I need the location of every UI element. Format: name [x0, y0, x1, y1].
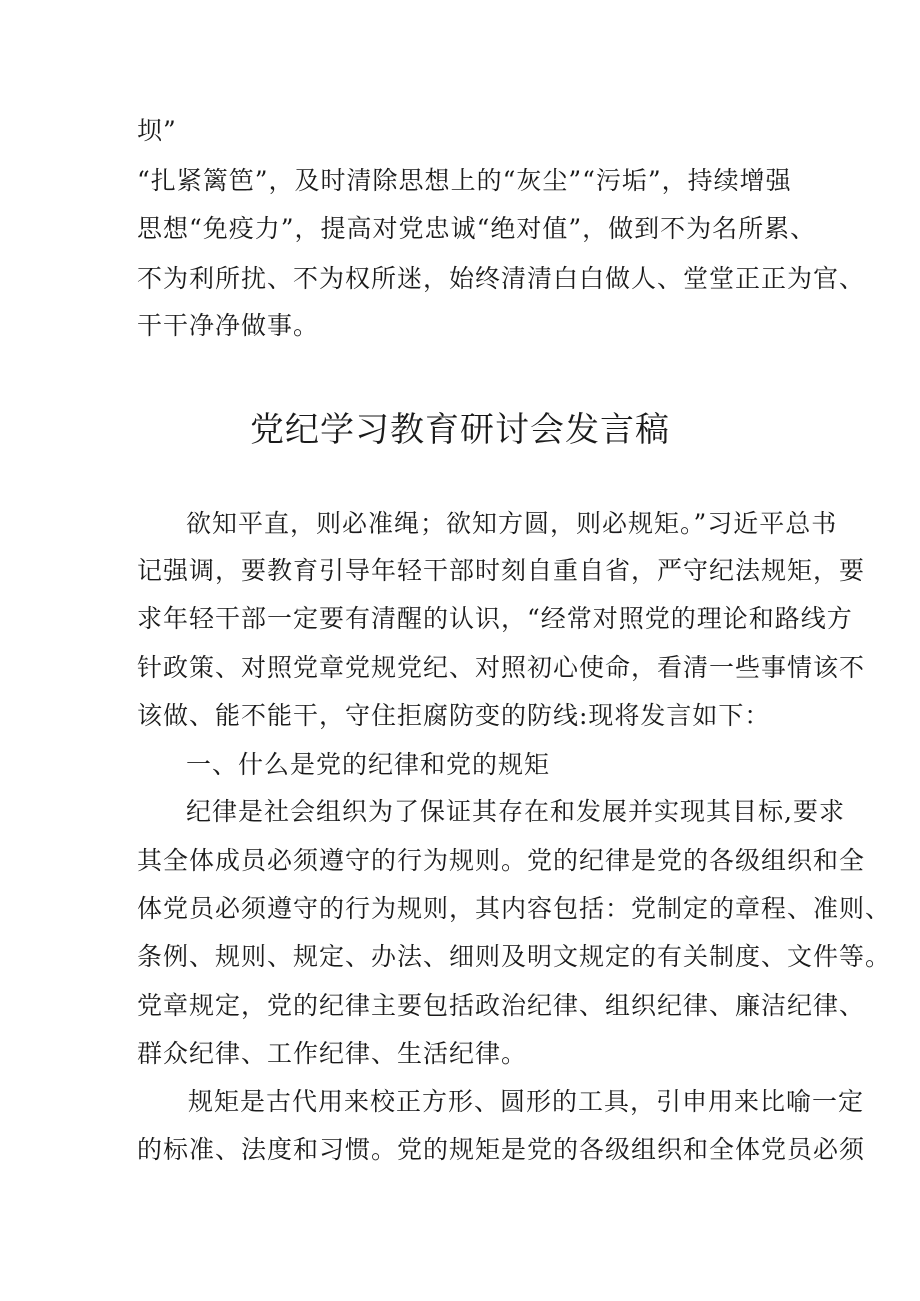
rules-paragraph-line: 的标准、法度和习惯。党的规矩是党的各级组织和全体党员必须: [137, 1135, 866, 1164]
prev-section-line: 不为利所扰、不为权所迷，始终清清白白做人、堂堂正正为官、: [137, 264, 866, 293]
rules-paragraph-line: 规矩是古代用来校正方形、圆形的工具，引申用来比喻一定: [188, 1087, 865, 1116]
intro-line: 欲知平直，则必准绳；欲知方圆，则必规矩。”习近平总书: [186, 509, 838, 538]
discipline-paragraph-line: 纪律是社会组织为了保证其存在和发展并实现其目标,要求: [186, 797, 845, 826]
discipline-paragraph-line: 群众纪律、工作纪律、生活纪律。: [137, 1039, 528, 1068]
document-title: 党纪学习教育研讨会发言稿: [250, 410, 670, 450]
prev-section-line: 干干净净做事。: [137, 311, 320, 340]
discipline-paragraph-line: 体党员必须遵守的行为规则，其内容包括：党制定的章程、准则、: [137, 894, 892, 923]
intro-line: 记强调，要教育引导年轻干部时刻自重自省，严守纪法规矩，要: [137, 556, 866, 585]
prev-section-line: 坝”: [137, 116, 177, 145]
intro-line: 该做、能不能干，守住拒腐防变的防线:现将发言如下：: [137, 701, 771, 730]
prev-section-line: “扎紧篱笆”，及时清除思想上的“灰尘”“污垢”，持续增强: [137, 166, 792, 195]
intro-line: 针政策、对照党章党规党纪、对照初心使命，看清一些事情该不: [137, 653, 866, 682]
discipline-paragraph-line: 其全体成员必须遵守的行为规则。党的纪律是党的各级组织和全: [137, 846, 866, 875]
prev-section-line: 思想“免疫力”，提高对党忠诚“绝对值”，做到不为名所累、: [137, 214, 817, 243]
discipline-paragraph-line: 党章规定，党的纪律主要包括政治纪律、组织纪律、廉洁纪律、: [137, 991, 866, 1020]
intro-line: 求年轻干部一定要有清醒的认识，“经常对照党的理论和路线方: [137, 604, 853, 633]
discipline-paragraph-line: 条例、规则、规定、办法、细则及明文规定的有关制度、文件等。: [137, 942, 892, 971]
section-heading: 一、什么是党的纪律和党的规矩: [186, 750, 551, 779]
